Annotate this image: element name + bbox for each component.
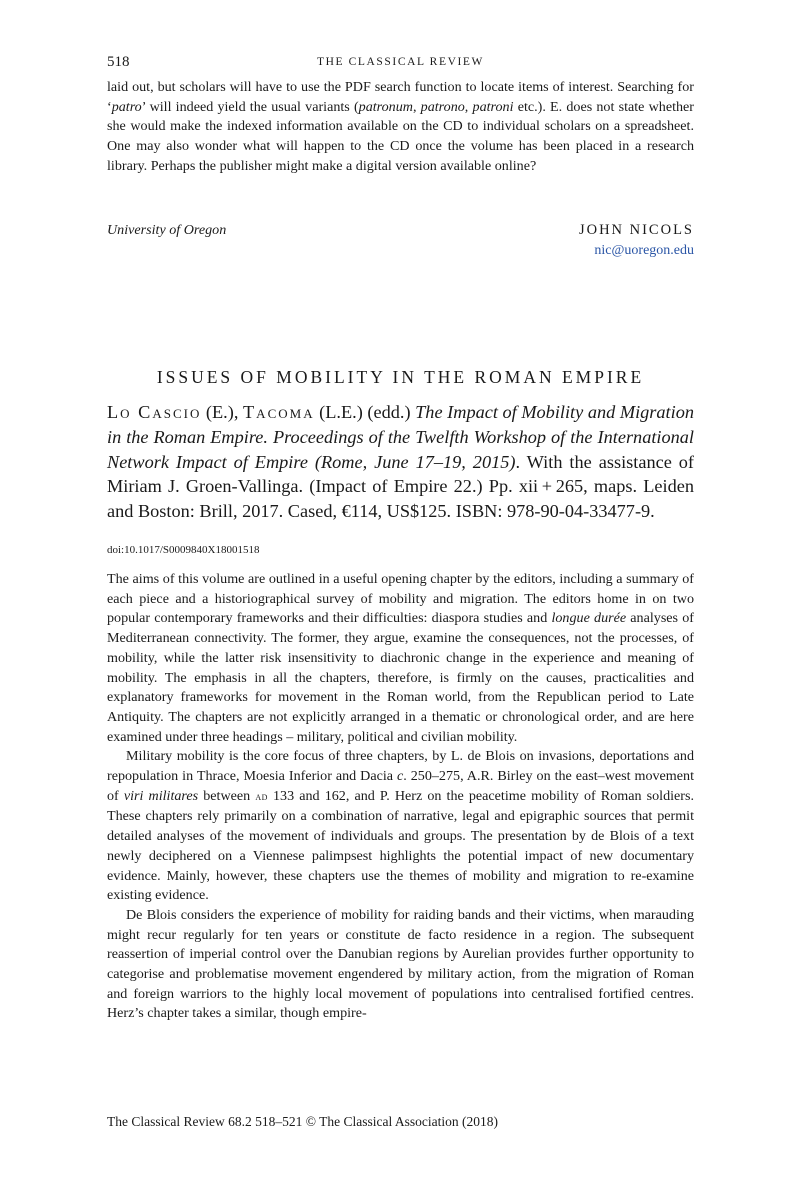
page-footer: The Classical Review 68.2 518–521 © The Classical Association (2018) [107, 1114, 498, 1129]
reviewer-signature [107, 222, 694, 266]
reviewer-email-link[interactable]: nic@uoregon.edu [594, 243, 694, 258]
editor-name: Tacoma [243, 402, 315, 422]
body-paragraph: The aims of this volume are outlined in a useful opening chapter by the editors, including a summary of each piece and a historiographical survey of mobility and migration. The editors home in on two popular contemporary frameworks and their difficulties: diaspora studies and longue durée analyses of Mediterranean connectivity. The former, they argue, examine the consequences, not the processes, of mobility, while the latter risk insensitivity to diachronic change in the experience and meaning of mobility. The emphasis in all the chapters, therefore, is firmly on the causes, practicalities and explanatory frameworks for movement in the Roman world, from the Republican period to Late Antiquity. The chapters are not explicitly arranged in a thematic or chronological order, and are here examined under three headings – military, political and civilian mobility. [107, 571, 694, 745]
page-number: 518 [107, 54, 130, 70]
journal-running-title: THE CLASSICAL REVIEW [316, 56, 484, 68]
reviewer-affiliation: University of Oregon [107, 222, 227, 238]
book-title: The Impact of Mobility and Migration in the Roman Empire. Proceedings of the Twelfth Workshop of the International Network Impact of Empire (Rome, June 17–19, 2015) [107, 402, 694, 472]
book-citation: Lo Cascio (E.), Tacoma (L.E.) (edd.) The Impact of Mobility and Migration in the Roman Empire. Proceedings of the Twelfth Workshop of the International Network Impact of Empire (Rome, June 17–19, 2015). With the assistance of Miriam J. Groen-Vallinga. (Impact of Empire 22.) Pp. xii + 265, maps. Leiden and Boston: Brill, 2017. Cased, €114, US$125. ISBN: 978-90-04-33477-9. [107, 402, 695, 522]
running-head [107, 54, 694, 74]
previous-review-text: laid out, but scholars will have to use the PDF search function to locate items of interest. Searching for ‘patro’ will indeed yield the usual variants (patronum, patrono, patroni etc.). E. does not state whether she would make the indexed information available on the CD to individual scholars on a spreadsheet. One may also wonder what will happen to the CD once the volume has been placed in a research library. Perhaps the publisher might make a digital version available online? [107, 79, 694, 174]
body-paragraph: Military mobility is the core focus of three chapters, by L. de Blois on invasions, deportations and repopulation in Thrace, Moesia Inferior and Dacia c. 250–275, A.R. Birley on the east–west movement of viri militares between ad 133 and 162, and P. Herz on the peacetime mobility of Roman soldiers. These chapters rely primarily on a combination of narrative, legal and epigraphic sources that permit detailed analyses of the movement of individuals and groups. The presentation by de Blois of a text newly deciphered on a Viennese palimpsest highlights the potential impact of new documentary evidence. Mainly, however, these chapters use the themes of mobility and migration to re-examine existing evidence. [107, 748, 694, 904]
doi-link[interactable]: doi:10.1017/S0009840X18001518 [107, 544, 260, 556]
review-title: ISSUES OF MOBILITY IN THE ROMAN EMPIRE [156, 367, 645, 387]
body-paragraph: De Blois considers the experience of mobility for raiding bands and their victims, when marauding might recur regularly for ten years or constitute de facto residence in a region. The subsequent reassertion of imperial control over the Danubian regions by Aurelian provides further opportunity to categorise and problematise movement engendered by military action, from the migration of Roman and foreign warriors to the highly local movement of populations into centralised fortified centres. Herz’s chapter takes a similar, though empire- [107, 906, 694, 1022]
reviewer-name: JOHN NICOLS [578, 222, 694, 238]
review-body [107, 570, 694, 1024]
editor-name: Lo Cascio [107, 402, 202, 422]
